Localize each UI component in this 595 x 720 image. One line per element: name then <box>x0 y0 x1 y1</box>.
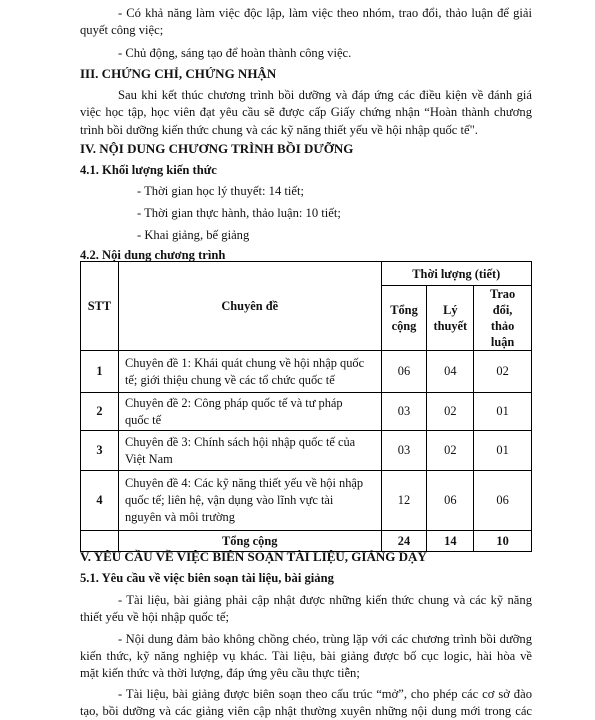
section-heading: V. YÊU CẦU VỀ VIỆC BIÊN SOẠN TÀI LIỆU, GIẢNG DẠY <box>80 549 427 564</box>
cell-topic: Chuyên đề 4: Các kỹ năng thiết yếu về hội nhập quốc tế; liên hệ, vận dụng vào lĩnh vực tài nguyên và môi trường <box>118 471 381 531</box>
cell-topic: Chuyên đề 1: Khái quát chung về hội nhập quốc tế; giới thiệu chung về các tổ chức quốc tế <box>118 351 381 393</box>
header-stt: STT <box>81 262 119 351</box>
footer-label: Tổng cộng <box>118 531 381 552</box>
cell-total: 12 <box>381 471 427 531</box>
paragraph-line: - Nội dung đảm bảo không chồng chéo, trùng lặp với các chương trình bồi dưỡng <box>118 632 532 646</box>
section-heading: III. CHỨNG CHỈ, CHỨNG NHẬN <box>80 66 277 81</box>
cell-discussion: 01 <box>474 431 532 471</box>
paragraph-line: trình bồi dưỡng kiến thức chung và các kỹ năng thiết yếu về hội nhập quốc tế". <box>80 123 478 137</box>
table-row <box>81 351 532 393</box>
paragraph-line: - Tài liệu, bài giảng phải cập nhật được những kiến thức chung và các kỹ năng <box>118 593 532 607</box>
header-theory: Lý thuyết <box>427 286 474 351</box>
cell-total: 06 <box>381 351 427 393</box>
text-line: quyết công việc; <box>80 23 164 37</box>
footer-theory: 14 <box>427 531 474 552</box>
program-table <box>80 261 532 552</box>
header-topic: Chuyên đề <box>118 262 381 351</box>
text-line: - Có khả năng làm việc độc lập, làm việc theo nhóm, trao đổi, thảo luận để giải <box>118 6 532 20</box>
list-item: - Khai giảng, bế giảng <box>137 228 250 242</box>
paragraph-line: kiến thức, kỹ năng nghiệp vụ khác. Tài liệu, bài giảng được bố cục logic, hài hòa về <box>80 649 532 663</box>
cell-discussion: 01 <box>474 393 532 431</box>
table-row <box>81 431 532 471</box>
header-total: Tổng cộng <box>381 286 427 351</box>
cell-topic: Chuyên đề 2: Công pháp quốc tế và tư pháp quốc tế <box>118 393 381 431</box>
table-row <box>81 393 532 431</box>
cell-theory: 02 <box>427 393 474 431</box>
subsection-heading: 4.1. Khối lượng kiến thức <box>80 163 217 177</box>
cell-theory: 06 <box>427 471 474 531</box>
paragraph-line: tạo, bồi dưỡng và các giảng viên cập nhật thường xuyên những nội dung mới trong các <box>80 704 532 718</box>
cell-topic: Chuyên đề 3: Chính sách hội nhập quốc tế của Việt Nam <box>118 431 381 471</box>
paragraph-line: việc học tập, học viên đạt yêu cầu sẽ được cấp Giấy chứng nhận “Hoàn thành chương <box>80 105 532 119</box>
subsection-heading: 5.1. Yêu cầu về việc biên soạn tài liệu, bài giảng <box>80 571 334 585</box>
table-row <box>81 471 532 531</box>
paragraph-line: mặt kiến thức và thời lượng, đáp ứng yêu cầu thực tiễn; <box>80 666 360 680</box>
footer-total: 24 <box>381 531 427 552</box>
list-item: - Thời gian học lý thuyết: 14 tiết; <box>137 184 304 198</box>
cell-stt: 4 <box>81 471 119 531</box>
cell-total: 03 <box>381 393 427 431</box>
section-heading: IV. NỘI DUNG CHƯƠNG TRÌNH BỒI DƯỠNG <box>80 141 354 156</box>
cell-stt: 1 <box>81 351 119 393</box>
text-line: - Chủ động, sáng tạo để hoàn thành công việc. <box>118 46 352 60</box>
header-duration: Thời lượng (tiết) <box>381 262 531 286</box>
cell-stt: 2 <box>81 393 119 431</box>
cell-stt: 3 <box>81 431 119 471</box>
subsection-heading: 4.2. Nội dung chương trình <box>80 248 226 262</box>
cell-total: 03 <box>381 431 427 471</box>
paragraph-line: Sau khi kết thúc chương trình bồi dưỡng và đáp ứng các điều kiện về đánh giá <box>118 88 532 102</box>
paragraph-line: thiết yếu về hội nhập quốc tế; <box>80 610 229 624</box>
list-item: - Thời gian thực hành, thảo luận: 10 tiết; <box>137 206 341 220</box>
paragraph-line: - Tài liệu, bài giảng được biên soạn theo cấu trúc “mở”, cho phép các cơ sở đào <box>118 687 532 701</box>
cell-theory: 04 <box>427 351 474 393</box>
cell-discussion: 06 <box>474 471 532 531</box>
cell-theory: 02 <box>427 431 474 471</box>
cell-discussion: 02 <box>474 351 532 393</box>
header-discussion: Trao đổi, thảo luận <box>474 286 532 351</box>
footer-discussion: 10 <box>474 531 532 552</box>
